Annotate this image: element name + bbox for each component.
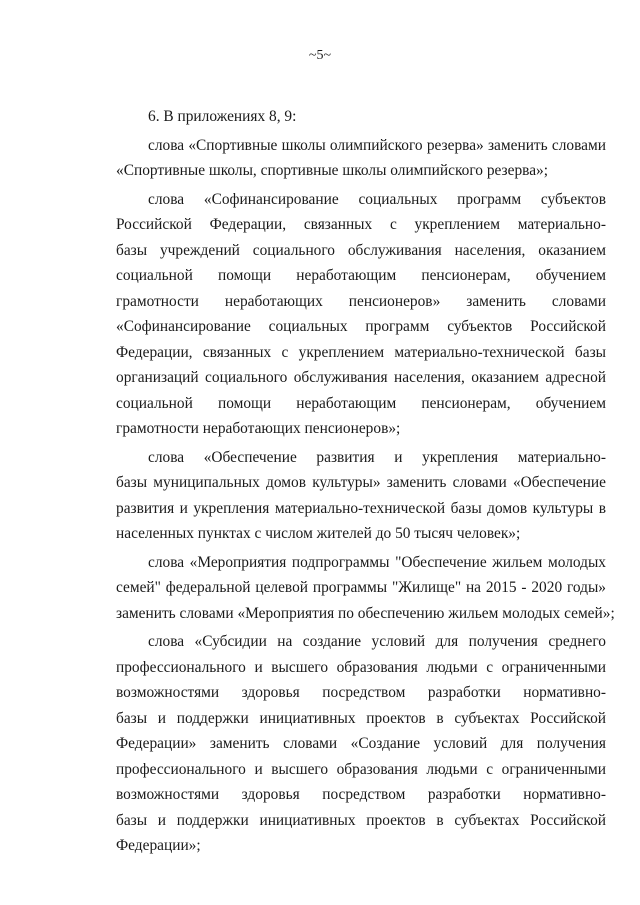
paragraph: [116, 133, 606, 184]
text-line: профессионального и высшего образования людьми с ограниченными: [116, 658, 606, 676]
text-line: базы и поддержки инициативных проектов в субъектах Российской: [116, 811, 606, 829]
page-number: ~5~: [308, 48, 332, 63]
text-line: слова «Софинансирование социальных программ субъектов: [148, 190, 606, 208]
text-line: слова «Мероприятия подпрограммы "Обеспечение жильем молодых: [148, 553, 606, 571]
text-line: базы муниципальных домов культуры» заменить словами «Обеспечение: [116, 474, 606, 491]
text-line: профессионального и высшего образования людьми с ограниченными: [116, 760, 606, 778]
text-line: возможностями здоровья посредством разработки нормативно-: [116, 684, 606, 701]
text-line: Федерации, связанных с укреплением материально-технической базы: [116, 343, 606, 361]
document-body: [116, 104, 615, 862]
text-line: Федерации»;: [116, 837, 201, 854]
text-line: грамотности неработающих пенсионеров» заменить словами: [116, 292, 606, 310]
paragraph: [116, 550, 615, 627]
text-line: 6. В приложениях 8, 9:: [148, 108, 297, 125]
text-line: Российской Федерации, связанных с укреплением материально-: [116, 216, 606, 233]
paragraph: [116, 187, 606, 442]
text-line: «Софинансирование социальных программ субъектов Российской: [116, 318, 606, 335]
text-line: Федерации» заменить словами «Создание условий для получения: [116, 735, 606, 752]
paragraph: [116, 104, 606, 130]
text-line: грамотности неработающих пенсионеров»;: [116, 420, 401, 437]
text-line: развития и укрепления материально-технической базы домов культуры в: [116, 499, 606, 517]
text-line: семей" федеральной целевой программы "Жилище" на 2015 - 2020 годы»: [116, 579, 606, 596]
text-line: заменить словами «Мероприятия по обеспечению жильем молодых семей»;: [116, 604, 615, 622]
text-line: слова «Обеспечение развития и укрепления материально-: [148, 448, 606, 466]
text-line: организаций социального обслуживания населения, оказанием адресной: [116, 369, 606, 386]
text-line: «Спортивные школы, спортивные школы олимпийского резерва»;: [116, 162, 549, 179]
text-line: базы учреждений социального обслуживания населения, оказанием: [116, 241, 606, 259]
paragraph: [116, 445, 606, 547]
text-line: социальной помощи неработающим пенсионерам, обучением: [116, 267, 606, 284]
paragraph: [116, 629, 606, 859]
text-line: базы и поддержки инициативных проектов в субъектах Российской: [116, 709, 606, 727]
text-line: возможностями здоровья посредством разработки нормативно-: [116, 786, 606, 803]
text-line: населенных пунктах с числом жителей до 50 тысяч человек»;: [116, 525, 521, 542]
text-line: слова «Спортивные школы олимпийского резерва» заменить словами: [148, 136, 606, 154]
text-line: слова «Субсидии на создание условий для получения среднего: [148, 633, 606, 650]
text-line: социальной помощи неработающим пенсионерам, обучением: [116, 394, 606, 412]
